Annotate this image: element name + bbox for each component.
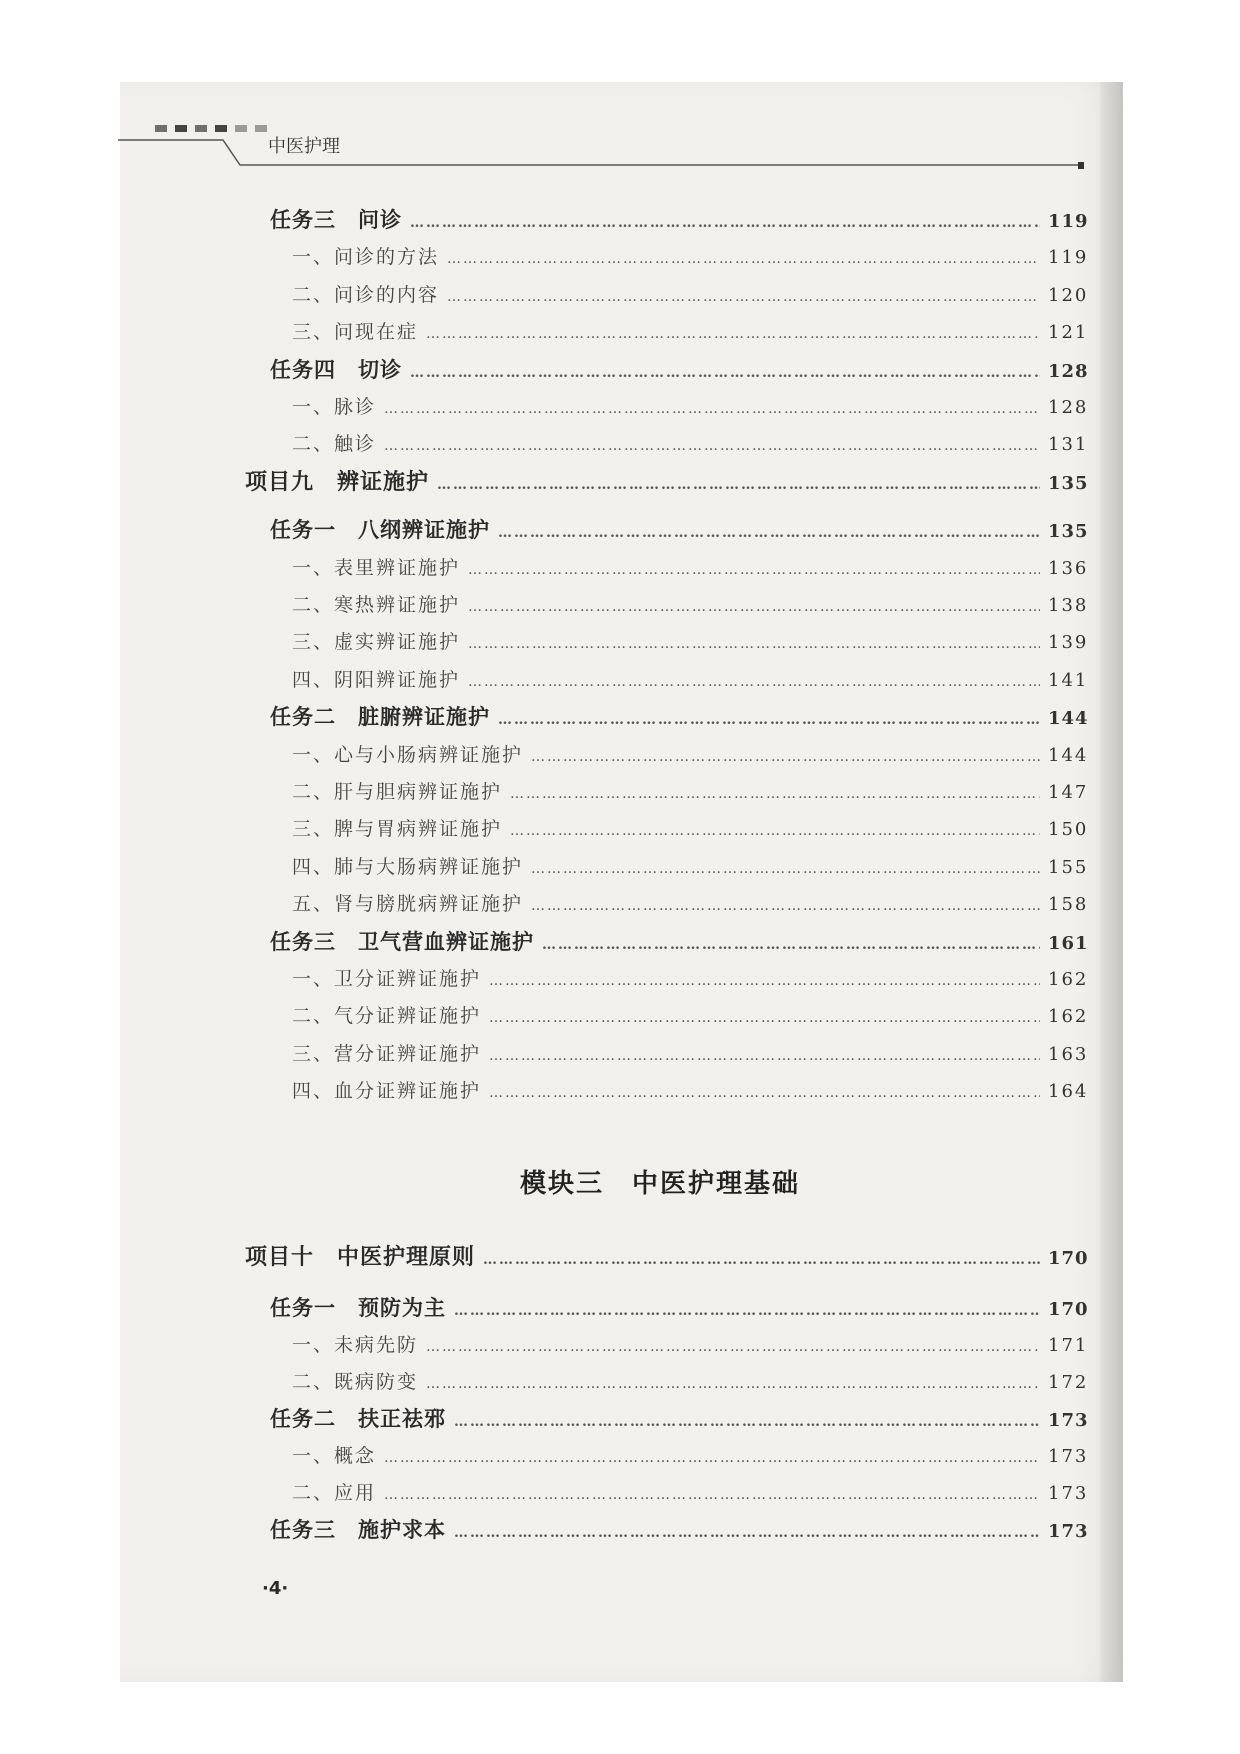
page-number: ·4·: [262, 1578, 289, 1599]
leader-dots: [498, 518, 1040, 548]
toc-entry-page: 173: [1048, 1410, 1089, 1431]
toc-entry: [292, 553, 1089, 583]
toc-entry-page: 173: [1048, 1483, 1089, 1504]
toc-entry: [270, 205, 1089, 235]
toc-entry: [292, 280, 1089, 310]
toc-entry: [270, 1293, 1089, 1323]
leader-dots: [510, 816, 1040, 846]
toc-entry: [292, 777, 1089, 807]
toc-entry-page: 128: [1048, 397, 1089, 418]
toc-entry-page: 121: [1048, 322, 1089, 344]
toc-entry-label: 一、心与小肠病辨证施护: [292, 743, 524, 766]
toc-entry-page: 135: [1048, 472, 1089, 494]
toc-entry: [292, 317, 1089, 347]
toc-entry: [292, 1441, 1089, 1471]
toc-entry: [292, 852, 1089, 882]
toc-entry-page: 120: [1048, 284, 1089, 306]
toc-entry: [245, 1242, 1089, 1272]
leader-dots: [531, 891, 1040, 921]
toc-entry-label: 任务三 卫气营血辨证施护: [270, 928, 534, 954]
toc-entry-page: 135: [1048, 521, 1089, 543]
toc-entry-page: 170: [1048, 1299, 1089, 1320]
toc-entry: [245, 467, 1089, 497]
leader-dots: [468, 592, 1040, 622]
leader-dots: [489, 1041, 1040, 1071]
toc-entry-page: 162: [1048, 1006, 1089, 1028]
leader-dots: [468, 629, 1040, 659]
toc-entry: [292, 1001, 1089, 1031]
toc-entry-label: 三、营分证辨证施护: [292, 1042, 482, 1065]
toc-entry-page: 173: [1048, 1521, 1089, 1542]
toc-entry-label: 任务二 脏腑辨证施护: [270, 704, 490, 730]
toc-entry: [270, 1515, 1089, 1545]
toc-entry-label: 二、触诊: [292, 433, 377, 456]
toc-entry-page: 164: [1048, 1081, 1089, 1103]
leader-dots: [384, 431, 1040, 461]
leader-dots: [384, 394, 1040, 424]
toc-entry-page: 147: [1048, 782, 1089, 803]
leader-dots: [454, 1518, 1040, 1548]
toc-entry-label: 四、肺与大肠病辨证施护: [292, 855, 524, 878]
toc-entry: [270, 927, 1089, 957]
toc-entry: [292, 740, 1089, 770]
leader-dots: [426, 1332, 1040, 1362]
leader-dots: [410, 358, 1040, 388]
toc-entry: [270, 1404, 1089, 1434]
leader-dots: [454, 1407, 1040, 1437]
toc-entry: [270, 702, 1089, 732]
toc-entry-page: 138: [1048, 595, 1089, 616]
toc-entry-label: 二、肝与胆病辨证施护: [292, 781, 503, 803]
leader-dots: [483, 1245, 1040, 1275]
running-header-title: 中医护理: [268, 136, 340, 157]
leader-dots: [489, 1003, 1040, 1033]
toc-entry-page: 170: [1048, 1248, 1089, 1269]
toc-entry-label: 任务一 八纲辨证施护: [270, 517, 490, 543]
toc-entry-page: 155: [1048, 856, 1089, 878]
toc-entry-label: 二、既病防变: [292, 1371, 419, 1393]
toc-entry: [292, 242, 1089, 272]
toc-entry-label: 一、卫分证辨证施护: [292, 968, 482, 990]
leader-dots: [542, 930, 1040, 960]
toc-entry-label: 任务一 预防为主: [270, 1295, 446, 1320]
toc-entry-label: 一、表里辨证施护: [292, 556, 461, 579]
toc-entry-page: 163: [1048, 1043, 1089, 1065]
leader-dots: [468, 555, 1040, 585]
leader-dots: [489, 966, 1040, 996]
toc-entry-page: 119: [1048, 247, 1089, 269]
toc-entry: [292, 889, 1089, 919]
leader-dots: [410, 208, 1040, 238]
toc-entry: [292, 392, 1089, 422]
toc-entry-page: 144: [1048, 744, 1089, 766]
toc-entry-label: 项目十 中医护理原则: [245, 1244, 476, 1270]
toc-entry-label: 四、阴阳辨证施护: [292, 668, 461, 691]
toc-entry-page: 136: [1048, 557, 1089, 579]
toc-entry: [292, 1330, 1089, 1360]
leader-dots: [531, 854, 1040, 884]
toc-entry-label: 三、问现在症: [292, 321, 419, 344]
toc-entry-page: 172: [1048, 1372, 1089, 1393]
toc-entry: [292, 429, 1089, 459]
toc-entry: [292, 627, 1089, 657]
toc-entry-page: 144: [1048, 708, 1089, 730]
header-rule: [118, 0, 1118, 200]
toc-entry: [292, 1039, 1089, 1069]
toc-entry-page: 162: [1048, 969, 1089, 990]
leader-dots: [468, 667, 1040, 697]
toc-entry-page: 141: [1048, 669, 1089, 691]
leader-dots: [489, 1078, 1040, 1108]
leader-dots: [510, 779, 1040, 809]
leader-dots: [437, 470, 1040, 500]
toc-entry-page: 171: [1048, 1335, 1089, 1356]
toc-entry: [292, 1076, 1089, 1106]
toc-entry-label: 二、气分证辨证施护: [292, 1005, 482, 1028]
leader-dots: [447, 282, 1040, 312]
toc-entry: [292, 665, 1089, 695]
toc-entry-page: 150: [1048, 819, 1089, 841]
toc-entry-label: 三、虚实辨证施护: [292, 631, 461, 654]
toc-entry-label: 任务三 施护求本: [270, 1517, 446, 1542]
leader-dots: [531, 742, 1040, 772]
toc-entry-label: 三、脾与胃病辨证施护: [292, 818, 503, 841]
toc-entry-page: 173: [1048, 1446, 1089, 1467]
toc-entry-label: 任务四 切诊: [270, 356, 402, 382]
page-edge-shadow: [1100, 82, 1123, 1682]
toc-entry: [270, 515, 1089, 545]
toc-entry-label: 四、血分证辨证施护: [292, 1080, 482, 1103]
toc-entry-page: 128: [1048, 360, 1089, 382]
toc-entry-page: 131: [1048, 434, 1089, 456]
toc-entry: [292, 1478, 1089, 1508]
toc-entry-page: 119: [1048, 211, 1089, 232]
toc-entry-label: 二、应用: [292, 1482, 377, 1504]
toc-entry-label: 一、问诊的方法: [292, 246, 440, 269]
toc-entry: [292, 814, 1089, 844]
toc-entry-label: 一、未病先防: [292, 1334, 419, 1356]
toc-entry: [292, 964, 1089, 994]
toc-entry-label: 五、肾与膀胱病辨证施护: [292, 893, 524, 916]
leader-dots: [454, 1296, 1040, 1326]
leader-dots: [426, 1369, 1040, 1399]
toc-entry-page: 139: [1048, 632, 1089, 654]
toc-entry-label: 任务二 扶正祛邪: [270, 1406, 446, 1431]
toc-entry-label: 任务三 问诊: [270, 207, 402, 232]
toc-entry-label: 二、问诊的内容: [292, 283, 440, 306]
toc-entry: [292, 1367, 1089, 1397]
toc-entry-label: 一、脉诊: [292, 396, 377, 418]
toc-entry-page: 158: [1048, 894, 1089, 916]
toc-entry: [292, 590, 1089, 620]
leader-dots: [384, 1480, 1040, 1510]
toc-entry-label: 一、概念: [292, 1445, 377, 1467]
toc-entry: [270, 355, 1089, 385]
toc-entry-label: 项目九 辨证施护: [245, 468, 430, 495]
leader-dots: [426, 319, 1040, 349]
leader-dots: [447, 244, 1040, 274]
leader-dots: [498, 705, 1040, 735]
leader-dots: [384, 1443, 1040, 1473]
toc-entry-page: 161: [1048, 932, 1089, 954]
module-heading: 模块三 中医护理基础: [520, 1169, 801, 1199]
toc-entry-label: 二、寒热辨证施护: [292, 594, 461, 616]
